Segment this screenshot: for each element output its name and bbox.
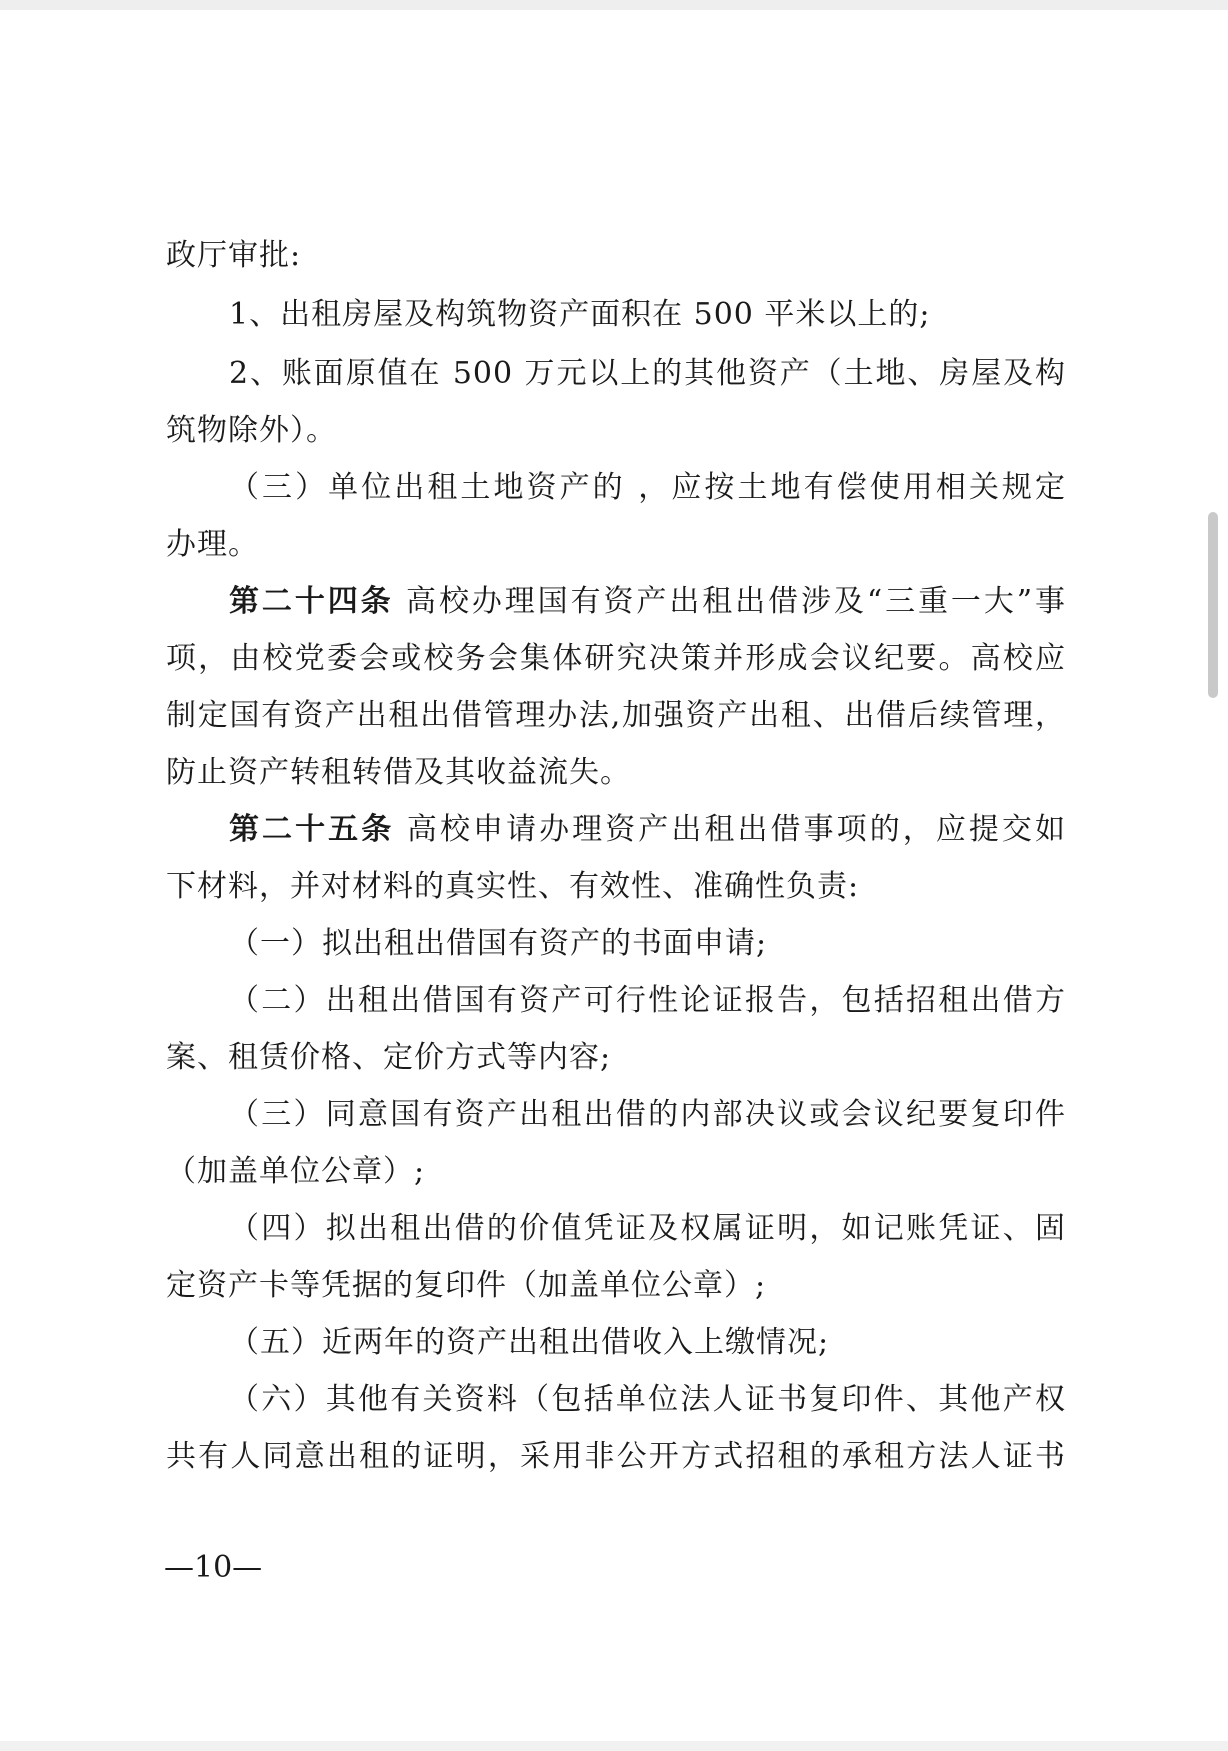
text-line: 共有人同意出租的证明，采用非公开方式招租的承租方法人证书 bbox=[166, 1439, 1066, 1474]
text-line: （加盖单位公章）; bbox=[166, 1154, 426, 1189]
text-line: （一）拟出租出借国有资产的书面申请; bbox=[229, 926, 768, 961]
text-line: 筑物除外）。 bbox=[166, 413, 337, 448]
vertical-scrollbar[interactable] bbox=[1208, 512, 1218, 698]
text-line: （六）其他有关资料（包括单位法人证书复印件、其他产权 bbox=[229, 1382, 1066, 1417]
article-number: 第二十五条 bbox=[229, 812, 395, 847]
text-line: （四）拟出租出借的价值凭证及权属证明，如记账凭证、固 bbox=[229, 1211, 1066, 1246]
text-line: 定资产卡等凭据的复印件（加盖单位公章）; bbox=[166, 1268, 767, 1303]
article-24-heading-line bbox=[229, 582, 1066, 622]
text-line: （三）单位出租土地资产的 ，应按土地有偿使用相关规定 bbox=[229, 470, 1066, 505]
text-line: 下材料，并对材料的真实性、有效性、准确性负责: bbox=[166, 869, 860, 904]
text-line: 案、租赁价格、定价方式等内容; bbox=[166, 1040, 612, 1075]
top-border bbox=[0, 0, 1228, 10]
text-line: 2、账面原值在 500 万元以上的其他资产（土地、房屋及构 bbox=[229, 356, 1066, 391]
text-line: 办理。 bbox=[166, 527, 259, 562]
text-line: （五）近两年的资产出租出借收入上缴情况; bbox=[229, 1325, 830, 1360]
text-line: （三）同意国有资产出租出借的内部决议或会议纪要复印件 bbox=[229, 1097, 1066, 1132]
text-line: 政厅审批: bbox=[166, 238, 302, 273]
bottom-border bbox=[0, 1741, 1228, 1751]
text-line: 制定国有资产出租出借管理办法,加强资产出租、出借后续管理， bbox=[166, 698, 1066, 733]
article-text: 高校申请办理资产出租出借事项的，应提交如 bbox=[394, 812, 1066, 847]
text-line: 1、出租房屋及构筑物资产面积在 500 平米以上的; bbox=[229, 297, 931, 332]
article-25-heading-line bbox=[229, 810, 1066, 850]
text-line: （二）出租出借国有资产可行性论证报告，包括招租出借方 bbox=[229, 983, 1066, 1018]
text-line: 项，由校党委会或校务会集体研究决策并形成会议纪要。高校应 bbox=[166, 641, 1066, 676]
text-line: 防止资产转租转借及其收益流失。 bbox=[166, 755, 631, 790]
article-text: 高校办理国有资产出租出借涉及“三重一大”事 bbox=[393, 584, 1066, 619]
article-number: 第二十四条 bbox=[229, 584, 394, 619]
page-number: —10— bbox=[164, 1550, 263, 1585]
